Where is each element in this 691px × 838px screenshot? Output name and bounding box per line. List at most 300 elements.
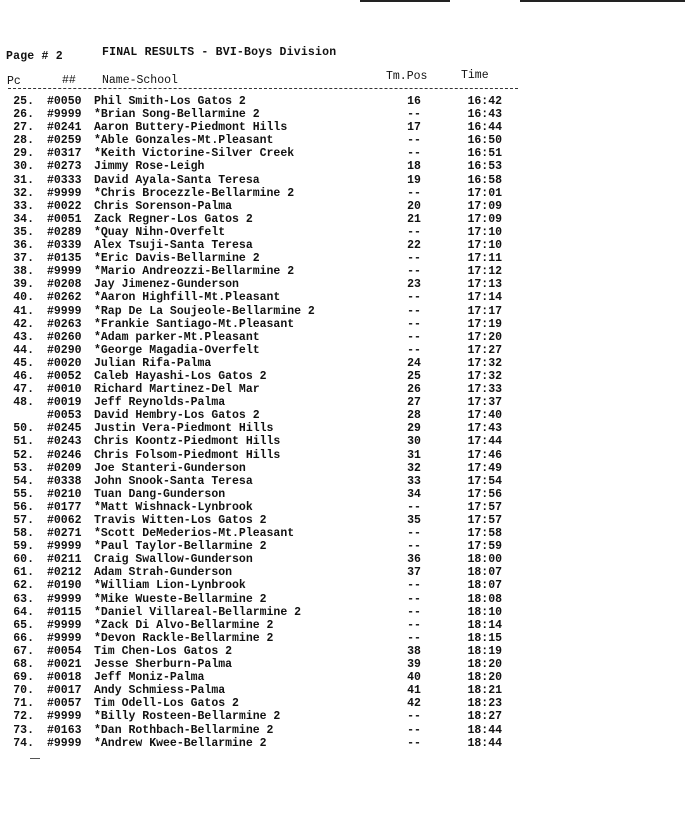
bib-number-cell: #0210 [47,487,82,501]
bib-number-cell: #9999 [47,540,82,554]
time-cell: 17:40 [467,409,502,423]
name-school-cell: *Scott DeMederios-Mt.Pleasant [94,527,295,541]
bib-number-cell: #0339 [47,239,82,253]
bib-number-cell: #0054 [47,644,82,658]
table-row [0,200,691,213]
team-pos-cell: -- [407,736,421,750]
bib-number-cell: #0241 [47,121,82,135]
time-cell: 17:56 [467,487,502,501]
scan-edge-line [520,0,685,2]
place-cell: 42. [13,317,34,331]
place-cell: 30. [13,160,34,174]
table-row [0,187,691,200]
place-cell: 64. [13,605,34,619]
bib-number-cell: #0259 [47,134,82,148]
place-cell: 31. [13,173,34,187]
time-cell: 17:54 [467,474,502,488]
name-school-cell: John Snook-Santa Teresa [94,474,253,488]
bib-number-cell: #0271 [47,527,82,541]
team-pos-cell: 42 [407,697,421,711]
team-pos-cell: 40 [407,671,421,685]
name-school-cell: *Mario Andreozzi-Bellarmine 2 [94,265,295,279]
team-pos-cell: -- [407,330,421,344]
name-school-cell: *Brian Song-Bellarmine 2 [94,108,260,122]
table-row [0,278,691,291]
bib-number-cell: #0289 [47,225,82,239]
name-school-cell: Tuan Dang-Gunderson [94,487,226,501]
table-row [0,239,691,252]
time-cell: 17:19 [467,317,502,331]
table-row [0,318,691,331]
table-row [0,108,691,121]
bib-number-cell: #9999 [47,304,82,318]
place-cell: 60. [13,553,34,567]
team-pos-cell: 25 [407,369,421,383]
team-pos-cell: -- [407,252,421,266]
place-cell: 27. [13,121,34,135]
team-pos-cell: 29 [407,422,421,436]
place-cell: 32. [13,186,34,200]
name-school-cell: Travis Witten-Los Gatos 2 [94,514,267,527]
table-row [0,121,691,134]
table-row [0,344,691,357]
table-row [0,697,691,710]
bib-number-cell: #0115 [47,605,82,619]
time-cell: 16:43 [467,108,502,122]
table-row [0,724,691,737]
bib-number-cell: #9999 [47,631,82,645]
bib-number-cell: #9999 [47,592,82,606]
bib-number-cell: #0245 [47,422,82,436]
name-school-cell: Joe Stanteri-Gunderson [94,461,246,475]
team-pos-cell: 35 [407,514,421,527]
table-row [0,566,691,579]
bib-number-cell: #0246 [47,448,82,462]
time-cell: 18:27 [467,710,502,724]
bib-number-cell: #9999 [47,186,82,200]
table-row [0,658,691,671]
time-cell: 18:20 [467,671,502,685]
bib-number-cell: #0052 [47,369,82,383]
bib-number-cell: #0273 [47,160,82,174]
place-cell: 43. [13,330,34,344]
place-cell: 63. [13,592,34,606]
name-school-cell: Chris Sorenson-Palma [94,199,233,213]
place-cell: 33. [13,199,34,213]
place-cell: 65. [13,618,34,632]
bib-number-cell: #0021 [47,658,82,672]
team-pos-cell: 19 [407,173,421,187]
table-row [0,632,691,645]
table-row [0,370,691,383]
team-pos-cell: 22 [407,239,421,253]
time-cell: 17:11 [467,252,502,266]
time-cell: 17:12 [467,265,502,279]
place-cell: 39. [13,278,34,292]
place-cell: 26. [13,108,34,122]
team-pos-cell: -- [407,343,421,357]
place-cell: 35. [13,225,34,239]
table-row [0,501,691,514]
bib-number-cell: #0290 [47,343,82,357]
team-pos-cell: -- [407,291,421,305]
place-cell: 44. [13,343,34,357]
table-row [0,619,691,632]
time-cell: 17:32 [467,369,502,383]
name-school-cell: *Keith Victorine-Silver Creek [94,147,295,161]
name-school-cell: Jeff Reynolds-Palma [94,396,226,410]
team-pos-cell: -- [407,605,421,619]
name-school-cell: *Paul Taylor-Bellarmine 2 [94,540,267,554]
time-cell: 17:09 [467,212,502,226]
name-school-cell: *Aaron Highfill-Mt.Pleasant [94,291,281,305]
place-cell: 45. [13,356,34,370]
table-row [0,488,691,501]
time-cell: 16:58 [467,173,502,187]
bib-number-cell: #0019 [47,396,82,410]
name-school-cell: *Andrew Kwee-Bellarmine 2 [94,736,267,750]
bib-number-cell: #9999 [47,736,82,750]
table-row [0,160,691,173]
team-pos-cell: 37 [407,566,421,580]
table-row [0,174,691,187]
name-school-cell: *Rap De La Soujeole-Bellarmine 2 [94,304,315,318]
name-school-cell: *Eric Davis-Bellarmine 2 [94,252,260,266]
name-school-cell: *William Lion-Lynbrook [94,579,246,593]
team-pos-cell: 36 [407,553,421,567]
team-pos-cell: -- [407,265,421,279]
bib-number-cell: #0017 [47,684,82,698]
team-pos-cell: -- [407,618,421,632]
time-cell: 17:20 [467,330,502,344]
time-cell: 17:32 [467,356,502,370]
place-cell: 52. [13,448,34,462]
place-cell: 58. [13,527,34,541]
table-row [0,606,691,619]
time-cell: 17:43 [467,422,502,436]
time-cell: 16:44 [467,121,502,135]
name-school-cell: Tim Odell-Los Gatos 2 [94,697,239,711]
name-school-cell: *Daniel Villareal-Bellarmine 2 [94,605,302,619]
column-header-team-pos: Tm.Pos [386,70,428,83]
time-cell: 17:14 [467,291,502,305]
name-school-cell: Justin Vera-Piedmont Hills [94,422,274,436]
time-cell: 18:07 [467,566,502,580]
time-cell: 17:37 [467,396,502,410]
bib-number-cell: #0211 [47,553,82,567]
place-cell: 38. [13,265,34,279]
place-cell: 47. [13,383,34,397]
team-pos-cell: 18 [407,160,421,174]
place-cell: 74. [13,736,34,750]
table-row [0,527,691,540]
bib-number-cell: #0050 [47,95,82,108]
name-school-cell: Julian Rifa-Palma [94,356,212,370]
bib-number-cell: #0260 [47,330,82,344]
time-cell: 18:44 [467,736,502,750]
time-cell: 18:23 [467,697,502,711]
team-pos-cell: 26 [407,383,421,397]
time-cell: 18:15 [467,631,502,645]
name-school-cell: *Quay Nihn-Overfelt [94,225,226,239]
time-cell: 18:10 [467,605,502,619]
team-pos-cell: -- [407,540,421,554]
place-cell: 67. [13,644,34,658]
place-cell: 72. [13,710,34,724]
place-cell: 36. [13,239,34,253]
table-row [0,134,691,147]
team-pos-cell: 32 [407,461,421,475]
bib-number-cell: #0135 [47,252,82,266]
table-row [0,252,691,265]
page-number: Page # 2 [6,50,63,63]
bib-number-cell: #0190 [47,579,82,593]
table-row [0,331,691,344]
bib-number-cell: #0020 [47,356,82,370]
column-header-time: Time [461,69,489,82]
table-row [0,213,691,226]
name-school-cell: Jimmy Rose-Leigh [94,160,205,174]
table-row [0,422,691,435]
column-header-place: Pc [7,75,21,88]
time-cell: 18:07 [467,579,502,593]
team-pos-cell: -- [407,527,421,541]
page-mark [30,758,40,759]
time-cell: 16:51 [467,147,502,161]
team-pos-cell: 24 [407,356,421,370]
table-row [0,291,691,304]
place-cell: 57. [13,514,34,527]
name-school-cell: Zack Regner-Los Gatos 2 [94,212,253,226]
bib-number-cell: #0051 [47,212,82,226]
scan-edge-line [360,0,450,2]
bib-number-cell: #9999 [47,108,82,122]
time-cell: 18:21 [467,684,502,698]
table-row [0,449,691,462]
time-cell: 17:49 [467,461,502,475]
time-cell: 18:14 [467,618,502,632]
time-cell: 17:46 [467,448,502,462]
table-row [0,409,691,422]
place-cell: 41. [13,304,34,318]
place-cell: 68. [13,658,34,672]
name-school-cell: *Chris Brocezzle-Bellarmine 2 [94,186,295,200]
table-row [0,357,691,370]
bib-number-cell: #0209 [47,461,82,475]
bib-number-cell: #0243 [47,435,82,449]
bib-number-cell: #0262 [47,291,82,305]
bib-number-cell: #0062 [47,514,82,527]
team-pos-cell: 39 [407,658,421,672]
place-cell: 53. [13,461,34,475]
column-header-name-school: Name-School [102,74,178,87]
time-cell: 18:44 [467,723,502,737]
team-pos-cell: 31 [407,448,421,462]
team-pos-cell: -- [407,317,421,331]
time-cell: 17:10 [467,225,502,239]
table-row [0,737,691,750]
name-school-cell: Adam Strah-Gunderson [94,566,233,580]
place-cell: 51. [13,435,34,449]
name-school-cell: *Dan Rothbach-Bellarmine 2 [94,723,274,737]
bib-number-cell: #0163 [47,723,82,737]
team-pos-cell: -- [407,108,421,122]
bib-number-cell: #0053 [47,409,82,423]
bib-number-cell: #9999 [47,265,82,279]
page-title: FINAL RESULTS - BVI-Boys Division [102,46,337,59]
place-cell: 40. [13,291,34,305]
place-cell: 54. [13,474,34,488]
table-row [0,579,691,592]
table-row [0,462,691,475]
name-school-cell: *Zack Di Alvo-Bellarmine 2 [94,618,274,632]
name-school-cell: Andy Schmiess-Palma [94,684,226,698]
place-cell: 34. [13,212,34,226]
name-school-cell: *George Magadia-Overfelt [94,343,260,357]
team-pos-cell: 16 [407,95,421,108]
place-cell: 56. [13,500,34,514]
name-school-cell: *Matt Wishnack-Lynbrook [94,500,253,514]
team-pos-cell: 27 [407,396,421,410]
bib-number-cell: #0212 [47,566,82,580]
time-cell: 17:57 [467,500,502,514]
place-cell: 46. [13,369,34,383]
name-school-cell: Jay Jimenez-Gunderson [94,278,239,292]
table-row [0,593,691,606]
name-school-cell: Jesse Sherburn-Palma [94,658,233,672]
time-cell: 17:17 [467,304,502,318]
table-row [0,95,691,108]
time-cell: 17:57 [467,514,502,527]
name-school-cell: *Devon Rackle-Bellarmine 2 [94,631,274,645]
team-pos-cell: 28 [407,409,421,423]
place-cell: 66. [13,631,34,645]
column-header-number: ## [62,74,76,87]
place-cell: 69. [13,671,34,685]
name-school-cell: Jeff Moniz-Palma [94,671,205,685]
table-row [0,671,691,684]
name-school-cell: Chris Koontz-Piedmont Hills [94,435,281,449]
time-cell: 17:13 [467,278,502,292]
place-cell: 70. [13,684,34,698]
bib-number-cell: #0338 [47,474,82,488]
name-school-cell: *Able Gonzales-Mt.Pleasant [94,134,274,148]
name-school-cell: Chris Folsom-Piedmont Hills [94,448,281,462]
team-pos-cell: -- [407,500,421,514]
bib-number-cell: #0263 [47,317,82,331]
team-pos-cell: -- [407,592,421,606]
bib-number-cell: #9999 [47,618,82,632]
team-pos-cell: 41 [407,684,421,698]
time-cell: 17:10 [467,239,502,253]
team-pos-cell: 30 [407,435,421,449]
team-pos-cell: 33 [407,474,421,488]
table-row [0,147,691,160]
team-pos-cell: 21 [407,212,421,226]
time-cell: 16:50 [467,134,502,148]
time-cell: 17:33 [467,383,502,397]
name-school-cell: *Billy Rosteen-Bellarmine 2 [94,710,281,724]
place-cell: 73. [13,723,34,737]
table-row [0,553,691,566]
place-cell: 48. [13,396,34,410]
team-pos-cell: -- [407,723,421,737]
table-row [0,435,691,448]
team-pos-cell: -- [407,304,421,318]
name-school-cell: Richard Martinez-Del Mar [94,383,260,397]
team-pos-cell: -- [407,134,421,148]
place-cell: 37. [13,252,34,266]
time-cell: 17:09 [467,199,502,213]
bib-number-cell: #0018 [47,671,82,685]
place-cell: 62. [13,579,34,593]
time-cell: 16:42 [467,95,502,108]
time-cell: 17:59 [467,540,502,554]
name-school-cell: Alex Tsuji-Santa Teresa [94,239,253,253]
table-row [0,514,691,527]
team-pos-cell: -- [407,579,421,593]
table-row [0,226,691,239]
team-pos-cell: -- [407,631,421,645]
time-cell: 17:01 [467,186,502,200]
time-cell: 17:44 [467,435,502,449]
place-cell: 59. [13,540,34,554]
bib-number-cell: #0057 [47,697,82,711]
table-row [0,305,691,318]
bib-number-cell: #0333 [47,173,82,187]
team-pos-cell: -- [407,186,421,200]
time-cell: 18:08 [467,592,502,606]
bib-number-cell: #9999 [47,710,82,724]
team-pos-cell: -- [407,710,421,724]
time-cell: 18:20 [467,658,502,672]
name-school-cell: Phil Smith-Los Gatos 2 [94,95,246,108]
bib-number-cell: #0208 [47,278,82,292]
table-row [0,684,691,697]
name-school-cell: David Ayala-Santa Teresa [94,173,260,187]
table-row [0,710,691,723]
place-cell: 25. [13,95,34,108]
table-row [0,396,691,409]
bib-number-cell: #0177 [47,500,82,514]
table-row [0,383,691,396]
name-school-cell: David Hembry-Los Gatos 2 [94,409,260,423]
time-cell: 17:58 [467,527,502,541]
team-pos-cell: 23 [407,278,421,292]
place-cell: 71. [13,697,34,711]
name-school-cell: *Mike Wueste-Bellarmine 2 [94,592,267,606]
time-cell: 18:19 [467,644,502,658]
place-cell: 55. [13,487,34,501]
place-cell: 50. [13,422,34,436]
team-pos-cell: 34 [407,487,421,501]
bib-number-cell: #0022 [47,199,82,213]
name-school-cell: Craig Swallow-Gunderson [94,553,253,567]
team-pos-cell: 17 [407,121,421,135]
table-row [0,475,691,488]
name-school-cell: Caleb Hayashi-Los Gatos 2 [94,369,267,383]
table-row [0,645,691,658]
place-cell: 29. [13,147,34,161]
bib-number-cell: #0010 [47,383,82,397]
name-school-cell: Tim Chen-Los Gatos 2 [94,644,233,658]
team-pos-cell: -- [407,147,421,161]
time-cell: 17:27 [467,343,502,357]
place-cell: 28. [13,134,34,148]
header-divider [8,88,518,89]
team-pos-cell: 20 [407,199,421,213]
place-cell: 61. [13,566,34,580]
